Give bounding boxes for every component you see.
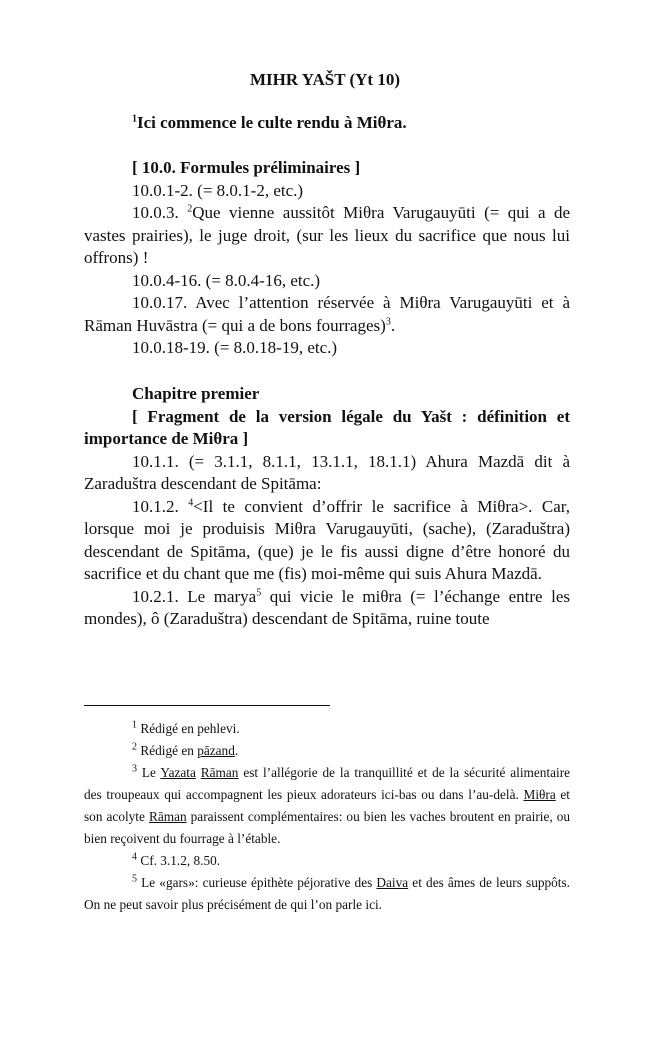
footnote-2: $^2$ Rédigé en pāzand. xyxy=(132,741,239,758)
section-preliminaires xyxy=(84,157,570,360)
section-heading: [ 10.0. Formules préliminaires ] xyxy=(132,158,361,177)
footnote-ref-1[interactable]: 1 xyxy=(132,113,137,125)
verse-10-2-1: 10.2.1. Le marya$^5$ qui vicie le miθra (= l’échange entre les mondes), ô (Zaraduštra) descendant de Spitāma, ruine toute xyxy=(84,586,571,628)
chapter-title: Chapitre premier xyxy=(132,384,260,403)
verse-10-0-1: 10.0.1-2. (= 8.0.1-2, etc.) xyxy=(132,180,304,200)
verse-10-0-3: 10.0.3. $^2$Que vienne aussitôt Miθra Varugauyūti (= qui a de vastes prairies), le juge droit, (sur les lieux du sacrifice que nous lui offrons) ! xyxy=(84,203,571,267)
footnote-3: $^3$ Le Yazata Rāman est l’allégorie de la tranquillité et de la sécurité alimentaire des troupeaux qui accompagnent les pieux adorateurs ici-bas ou dans l’au-delà. Miθra et son acolyte Rāman paraissent complémentaires: ou bien les vaches broutent en prairie, ou bien reçoivent du fourrage à l’étable. xyxy=(84,763,571,846)
intro-text: Ici commence le culte rendu à Miθra. xyxy=(137,113,407,132)
chapter-one xyxy=(84,383,570,631)
page-title: MIHR YAŠT (Yt 10) xyxy=(249,70,401,89)
footnote-5: $^5$ Le «gars»: curieuse épithète péjorative des Daiva et des âmes de leurs suppôts. On ne peut savoir plus précisément de qui l’on parle ici. xyxy=(84,873,571,912)
chapter-heading: [ Fragment de la version légale du Yašt : définition et importance de Miθra ] xyxy=(84,406,570,448)
verse-10-1-2: 10.1.2. $^4$<Il te convient d’offrir le sacrifice à Miθra>. Car, lorsque moi je produisis Miθra Varugauyūti, (sache), (Zaraduštra) descendant de Spitāma, (que) je le fis aussi digne d’être honoré du sacrifice et du chant que me (fis) moi-même qui suis Ahura Mazdā. xyxy=(84,496,570,583)
footnote-1: $^1$ Rédigé en pehlevi. xyxy=(132,719,240,736)
verse-10-1-1: 10.1.1. (= 3.1.1, 8.1.1, 13.1.1, 18.1.1) Ahura Mazdā dit à Zaraduštra descendant de Spitāma: xyxy=(84,451,570,493)
footnote-ref-4[interactable]: 4 xyxy=(188,496,194,508)
verse-10-0-17: 10.0.17. Avec l’attention réservée à Miθra Varugauyūti et à Rāman Huvāstra (= qui a de bons fourrages)$^3$. xyxy=(84,293,570,335)
verse-10-0-18: 10.0.18-19. (= 8.0.18-19, etc.) xyxy=(132,338,338,357)
footnote-4: $^4$ Cf. 3.1.2, 8.50. xyxy=(132,851,221,868)
footnote-ref-5[interactable]: 5 xyxy=(256,586,262,598)
verse-10-0-4: 10.0.4-16. (= 8.0.4-16, etc.) xyxy=(132,270,321,290)
footnotes xyxy=(84,718,570,916)
footnote-ref-2[interactable]: 2 xyxy=(187,203,193,215)
footnote-separator xyxy=(84,705,330,706)
footnote-ref-3[interactable]: 3 xyxy=(385,315,391,327)
intro-line xyxy=(84,112,570,135)
